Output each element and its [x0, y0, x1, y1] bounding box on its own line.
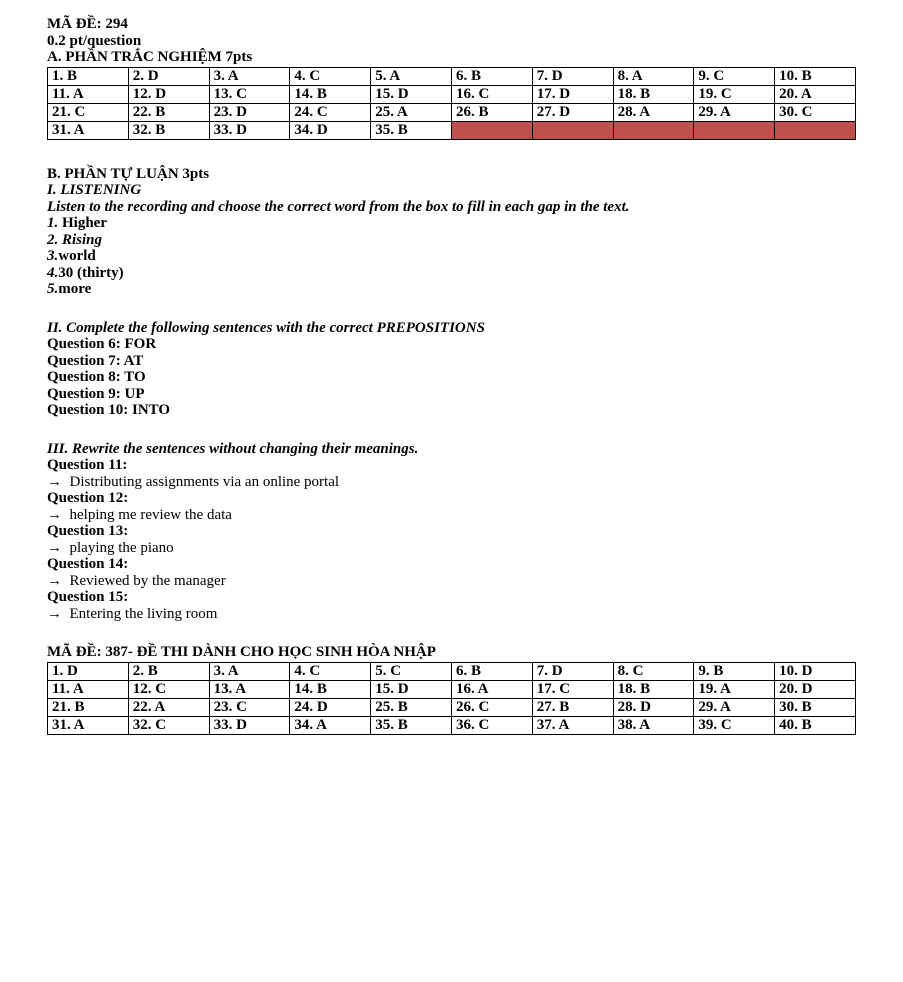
answer-cell: 8. A [613, 67, 694, 85]
empty-filled-cell [451, 121, 532, 139]
answer-cell: 8. C [613, 662, 694, 680]
answer-cell: 15. D [371, 680, 452, 698]
rewrite-answer-14: → Reviewed by the manager [47, 572, 226, 589]
answer-cell: 21. B [48, 698, 129, 716]
answer-cell: 30. B [775, 698, 856, 716]
table-row [48, 103, 856, 121]
answer-cell: 14. B [290, 85, 371, 103]
answer-cell: 34. D [290, 121, 371, 139]
answer-cell: 31. A [48, 121, 129, 139]
answer-cell: 13. A [209, 680, 290, 698]
answer-cell: 35. B [371, 121, 452, 139]
answer-cell: 16. C [451, 85, 532, 103]
rewrite-question-15: Question 15: [47, 589, 129, 605]
answer-cell: 20. A [775, 85, 856, 103]
table-row [48, 67, 856, 85]
answer-cell: 22. A [128, 698, 209, 716]
answer-cell: 32. B [128, 121, 209, 139]
answer-cell: 14. B [290, 680, 371, 698]
table-row [48, 121, 856, 139]
listening-instruction: Listen to the recording and choose the correct word from the box to fill in each gap in the text. [47, 198, 630, 215]
answer-cell: 6. B [451, 662, 532, 680]
answer-cell: 12. D [128, 85, 209, 103]
answer-cell: 2. B [128, 662, 209, 680]
answer-cell: 22. B [128, 103, 209, 121]
answer-cell: 11. A [48, 85, 129, 103]
table-row [48, 680, 856, 698]
section-a-title: A. PHẦN TRẮC NGHIỆM 7pts [47, 49, 253, 65]
empty-filled-cell [613, 121, 694, 139]
answer-cell: 25. A [371, 103, 452, 121]
answer-table-387 [47, 662, 856, 735]
answer-cell: 19. C [694, 85, 775, 103]
answer-cell: 1. B [48, 67, 129, 85]
answer-cell: 23. D [209, 103, 290, 121]
answer-cell: 21. C [48, 103, 129, 121]
answer-cell: 1. D [48, 662, 129, 680]
rewrite-question-11: Question 11: [47, 457, 128, 473]
section-b-title: B. PHẦN TỰ LUẬN 3pts [47, 165, 210, 182]
answer-cell: 10. B [775, 67, 856, 85]
answer-cell: 31. A [48, 716, 129, 734]
listening-answer-4: 4.30 (thirty) [47, 264, 124, 281]
answer-cell: 35. B [371, 716, 452, 734]
listening-answer-3: 3.world [47, 248, 96, 264]
answer-cell: 16. A [451, 680, 532, 698]
answer-cell: 4. C [290, 662, 371, 680]
exam-code-294: MÃ ĐỀ: 294 [47, 16, 128, 32]
table-row [48, 662, 856, 680]
points-per-question: 0.2 pt/question [47, 32, 142, 49]
answer-cell: 27. D [532, 103, 613, 121]
answer-cell: 19. A [694, 680, 775, 698]
answer-cell: 13. C [209, 85, 290, 103]
prepositions-heading: II. Complete the following sentences with the correct PREPOSITIONS [47, 319, 485, 336]
rewrite-question-14: Question 14: [47, 556, 129, 572]
arrow-icon: → [47, 539, 62, 556]
arrow-icon: → [47, 473, 62, 490]
answer-cell: 7. D [532, 662, 613, 680]
table-row [48, 85, 856, 103]
preposition-answer-6: Question 6: FOR [47, 336, 157, 352]
rewrite-heading: III. Rewrite the sentences without changing their meanings. [47, 440, 419, 457]
answer-cell: 29. A [694, 103, 775, 121]
answer-cell: 4. C [290, 67, 371, 85]
listening-answer-5: 5.more [47, 281, 92, 297]
answer-cell: 34. A [290, 716, 371, 734]
answer-cell: 32. C [128, 716, 209, 734]
answer-cell: 28. A [613, 103, 694, 121]
answer-cell: 23. C [209, 698, 290, 716]
arrow-icon: → [47, 506, 62, 523]
answer-cell: 25. B [371, 698, 452, 716]
answer-cell: 17. D [532, 85, 613, 103]
answer-cell: 33. D [209, 716, 290, 734]
answer-cell: 6. B [451, 67, 532, 85]
listening-answer-1: 1. Higher [47, 215, 107, 231]
answer-table-294 [47, 67, 856, 140]
answer-cell: 9. B [694, 662, 775, 680]
empty-filled-cell [532, 121, 613, 139]
answer-cell: 15. D [371, 85, 452, 103]
answer-key-document [47, 16, 867, 735]
answer-cell: 28. D [613, 698, 694, 716]
empty-filled-cell [694, 121, 775, 139]
arrow-icon: → [47, 572, 62, 589]
rewrite-answer-12: → helping me review the data [47, 506, 232, 523]
rewrite-question-13: Question 13: [47, 523, 129, 539]
answer-cell: 3. A [209, 662, 290, 680]
answer-cell: 3. A [209, 67, 290, 85]
answer-cell: 18. B [613, 85, 694, 103]
answer-cell: 9. C [694, 67, 775, 85]
answer-cell: 11. A [48, 680, 129, 698]
answer-cell: 18. B [613, 680, 694, 698]
answer-cell: 33. D [209, 121, 290, 139]
answer-cell: 5. C [371, 662, 452, 680]
exam-code-387: MÃ ĐỀ: 387- ĐỀ THI DÀNH CHO HỌC SINH HÒA NHẬP [47, 644, 436, 660]
preposition-answer-7: Question 7: AT [47, 352, 144, 369]
table-row [48, 716, 856, 734]
answer-cell: 36. C [451, 716, 532, 734]
preposition-answer-10: Question 10: INTO [47, 402, 171, 418]
answer-cell: 17. C [532, 680, 613, 698]
answer-cell: 37. A [532, 716, 613, 734]
answer-cell: 27. B [532, 698, 613, 716]
answer-cell: 38. A [613, 716, 694, 734]
rewrite-question-12: Question 12: [47, 490, 129, 506]
answer-cell: 30. C [775, 103, 856, 121]
table-row [48, 698, 856, 716]
answer-cell: 39. C [694, 716, 775, 734]
rewrite-answer-15: → Entering the living room [47, 605, 218, 622]
preposition-answer-9: Question 9: UP [47, 385, 145, 402]
empty-filled-cell [775, 121, 856, 139]
answer-cell: 2. D [128, 67, 209, 85]
answer-cell: 29. A [694, 698, 775, 716]
answer-cell: 26. C [451, 698, 532, 716]
answer-cell: 7. D [532, 67, 613, 85]
answer-cell: 12. C [128, 680, 209, 698]
listening-answer-2: 2. Rising [47, 231, 103, 248]
rewrite-answer-11: → Distributing assignments via an online portal [47, 473, 340, 490]
answer-cell: 10. D [775, 662, 856, 680]
preposition-answer-8: Question 8: TO [47, 369, 146, 385]
answer-cell: 40. B [775, 716, 856, 734]
rewrite-answer-13: → playing the piano [47, 539, 174, 556]
listening-heading: I. LISTENING [47, 182, 142, 198]
arrow-icon: → [47, 605, 62, 622]
answer-cell: 5. A [371, 67, 452, 85]
answer-cell: 24. C [290, 103, 371, 121]
answer-cell: 20. D [775, 680, 856, 698]
answer-cell: 24. D [290, 698, 371, 716]
answer-cell: 26. B [451, 103, 532, 121]
